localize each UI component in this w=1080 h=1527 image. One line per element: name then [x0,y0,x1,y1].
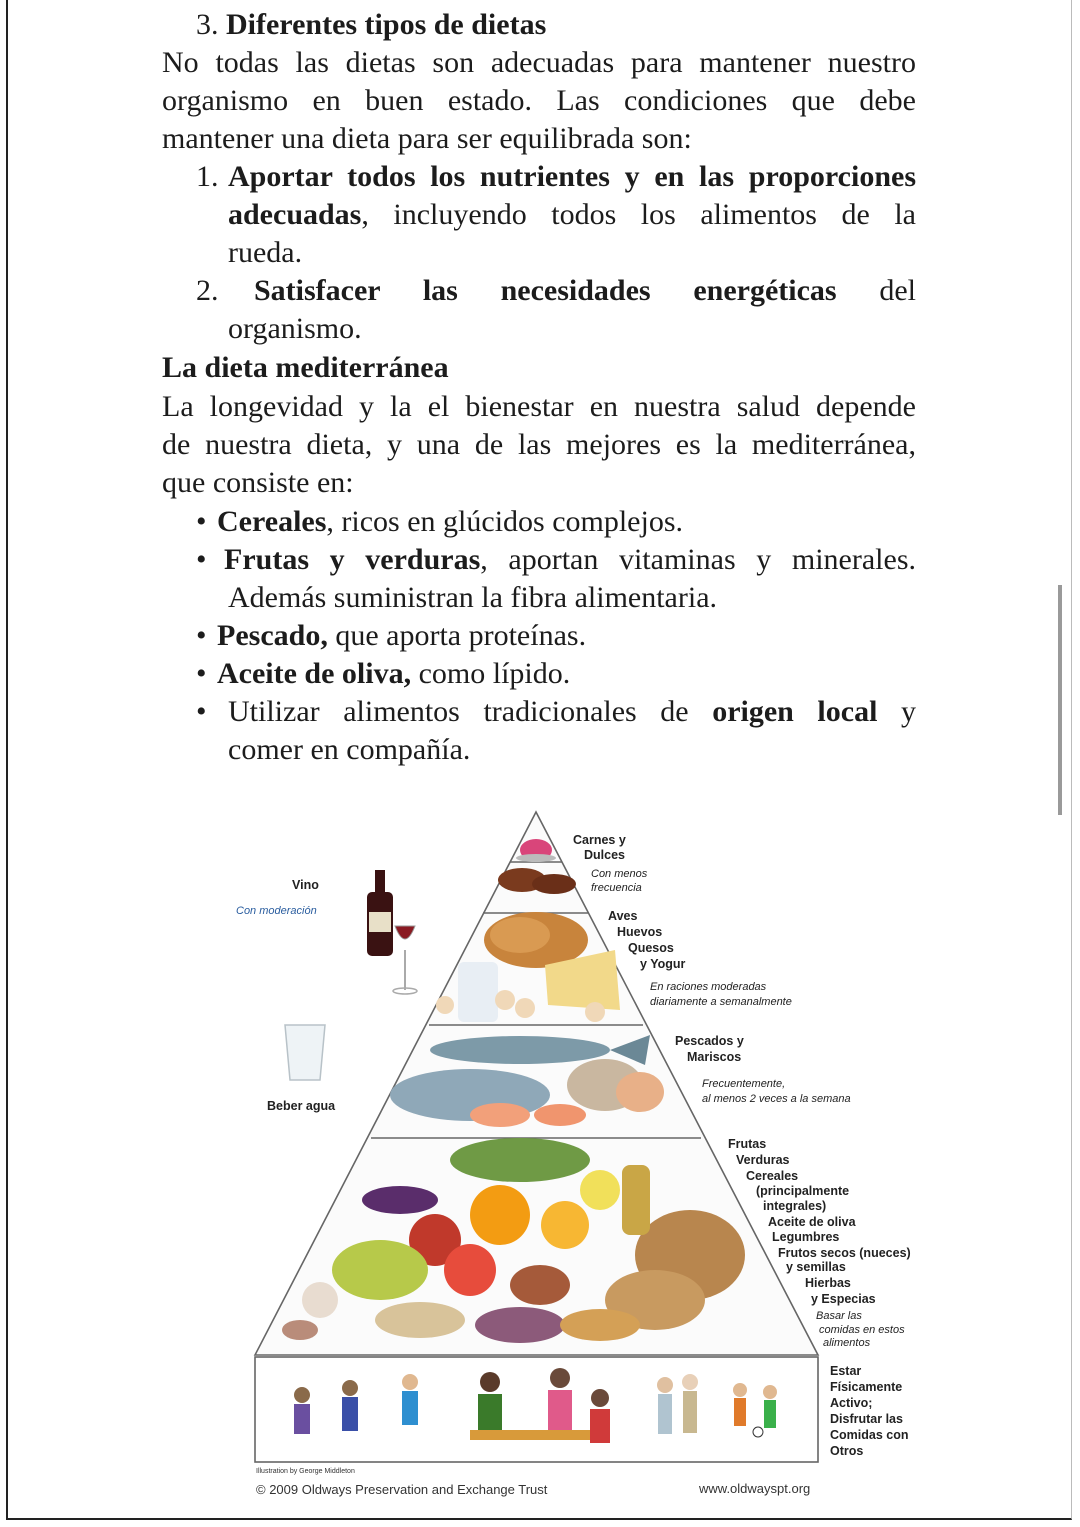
tier3-label: Pescados y [675,1034,744,1048]
condition-2-line2: organismo. [228,312,362,345]
tier4-note: alimentos [823,1337,871,1349]
tier4-label: Frutas [728,1137,767,1151]
tier2-note: En raciones moderadas [650,981,767,993]
bullet-dot: • [196,543,207,576]
intro-line: No todas las dietas son adecuadas para mantener nuestro [162,46,916,79]
condition-2-rest: del [836,274,916,307]
water-label: Beber agua [267,1099,336,1113]
tier1-note: frecuencia [591,882,642,894]
section-title: Diferentes tipos de dietas [226,8,547,41]
tier2-label: Huevos [617,925,663,939]
bullet-rest: , aportan vitaminas y minerales. [480,543,916,576]
bullet-bold: Aceite de oliva, [217,657,412,690]
condition-2-bold: Satisfacer las necesidades energéticas [254,274,837,307]
bullet-dot: • [196,657,207,690]
wine-note: Con moderación [236,905,317,917]
condition-1-line1 [228,158,916,196]
bullet-dot: • [196,619,207,652]
base-label: Físicamente [830,1380,903,1394]
bullet-dot: • [196,695,207,728]
bullet-rest: que aporta proteínas. [327,619,587,652]
bullet-origen-line2: comer en compañía. [228,733,471,766]
tier4-label: integrales) [763,1199,827,1213]
bullet-pre: Utilizar alimentos tradicionales de [228,695,713,728]
med-line: La longevidad y la el bienestar en nuestra salud depende [162,390,916,423]
tier3-label: Mariscos [687,1050,742,1064]
bullet-pescado [217,617,586,655]
med-title: La dieta mediterránea [162,351,449,384]
bullet-bold: Cereales [217,505,327,538]
tier4-label: Legumbres [772,1230,840,1244]
people-activity-illustration [294,1368,777,1443]
bullet-rest: y [877,695,917,728]
tier1-label: Dulces [584,848,625,862]
condition-1-line2 [228,196,916,234]
copyright: © 2009 Oldways Preservation and Exchange Trust [256,1482,548,1497]
tier4-label: Cereales [746,1169,799,1183]
bullet-dot: • [196,505,207,538]
scrollbar[interactable] [1058,585,1062,815]
base-label: Activo; [830,1396,873,1410]
tier4-label: y Especias [811,1292,876,1306]
condition-2-line1 [254,272,916,310]
condition-1-line3: rueda. [228,236,303,269]
mediterranean-pyramid [0,800,1080,1510]
tier4-note: comidas en estos [819,1324,905,1336]
tier2-label: Aves [608,909,638,923]
condition-1-rest: , incluyendo todos los alimentos de la [361,198,916,231]
illustration-credit: Illustration by George Middleton [256,1468,355,1475]
tier2-label: y Yogur [640,957,686,971]
tier1-label: Carnes y [573,833,626,847]
bullet-bold: Frutas y verduras [224,543,481,576]
bullet-rest: , ricos en glúcidos complejos. [326,505,684,538]
bullet-rest: como lípido. [411,657,571,690]
tier4-label: y semillas [786,1260,846,1274]
tier4-label: Frutos secos (nueces) [778,1246,911,1260]
tier3-note: Frecuentemente, [702,1078,786,1090]
website-link[interactable]: www.oldwayspt.org [699,1481,811,1496]
section-heading [196,8,546,42]
condition-number: 1. [196,160,219,193]
base-label: Estar [830,1364,862,1378]
bullet-frutas-line2: Además suministran la fibra alimentaria. [228,581,718,614]
tier2-label: Quesos [628,941,674,955]
tier4-label: Verduras [736,1153,790,1167]
tier1-note: Con menos [591,868,648,880]
bullet-origen [228,693,916,731]
bullet-cereales [217,503,683,541]
tier2-note: diariamente a semanalmente [650,996,792,1008]
bullet-frutas [224,541,916,579]
bullet-bold: origen local [712,695,878,728]
tier4-label: (principalmente [756,1184,850,1198]
intro-line: mantener una dieta para ser equilibrada son: [162,122,692,155]
tier3-note: al menos 2 veces a la semana [702,1093,851,1105]
tier4-label: Hierbas [805,1276,851,1290]
base-label: Comidas con [830,1428,909,1442]
wine-bottle-illustration [367,870,417,994]
intro-line: organismo en buen estado. Las condiciones que debe [162,84,916,117]
condition-1-bold2: adecuadas [228,198,362,231]
base-label: Disfrutar las [830,1412,903,1426]
water-glass-illustration [285,1025,325,1080]
base-label: Otros [830,1444,864,1458]
condition-1-bold: Aportar todos los nutrientes y en las proporciones [228,160,916,193]
tier4-note: Basar las [816,1310,862,1322]
condition-number: 2. [196,274,219,307]
bullet-bold: Pescado, [217,619,328,652]
bullet-aceite [217,655,570,693]
med-line: que consiste en: [162,466,354,499]
section-number: 3. [196,8,219,41]
tier4-label: Aceite de oliva [768,1215,856,1229]
med-line: de nuestra dieta, y una de las mejores es la mediterránea, [162,428,916,461]
wine-label: Vino [292,878,319,892]
